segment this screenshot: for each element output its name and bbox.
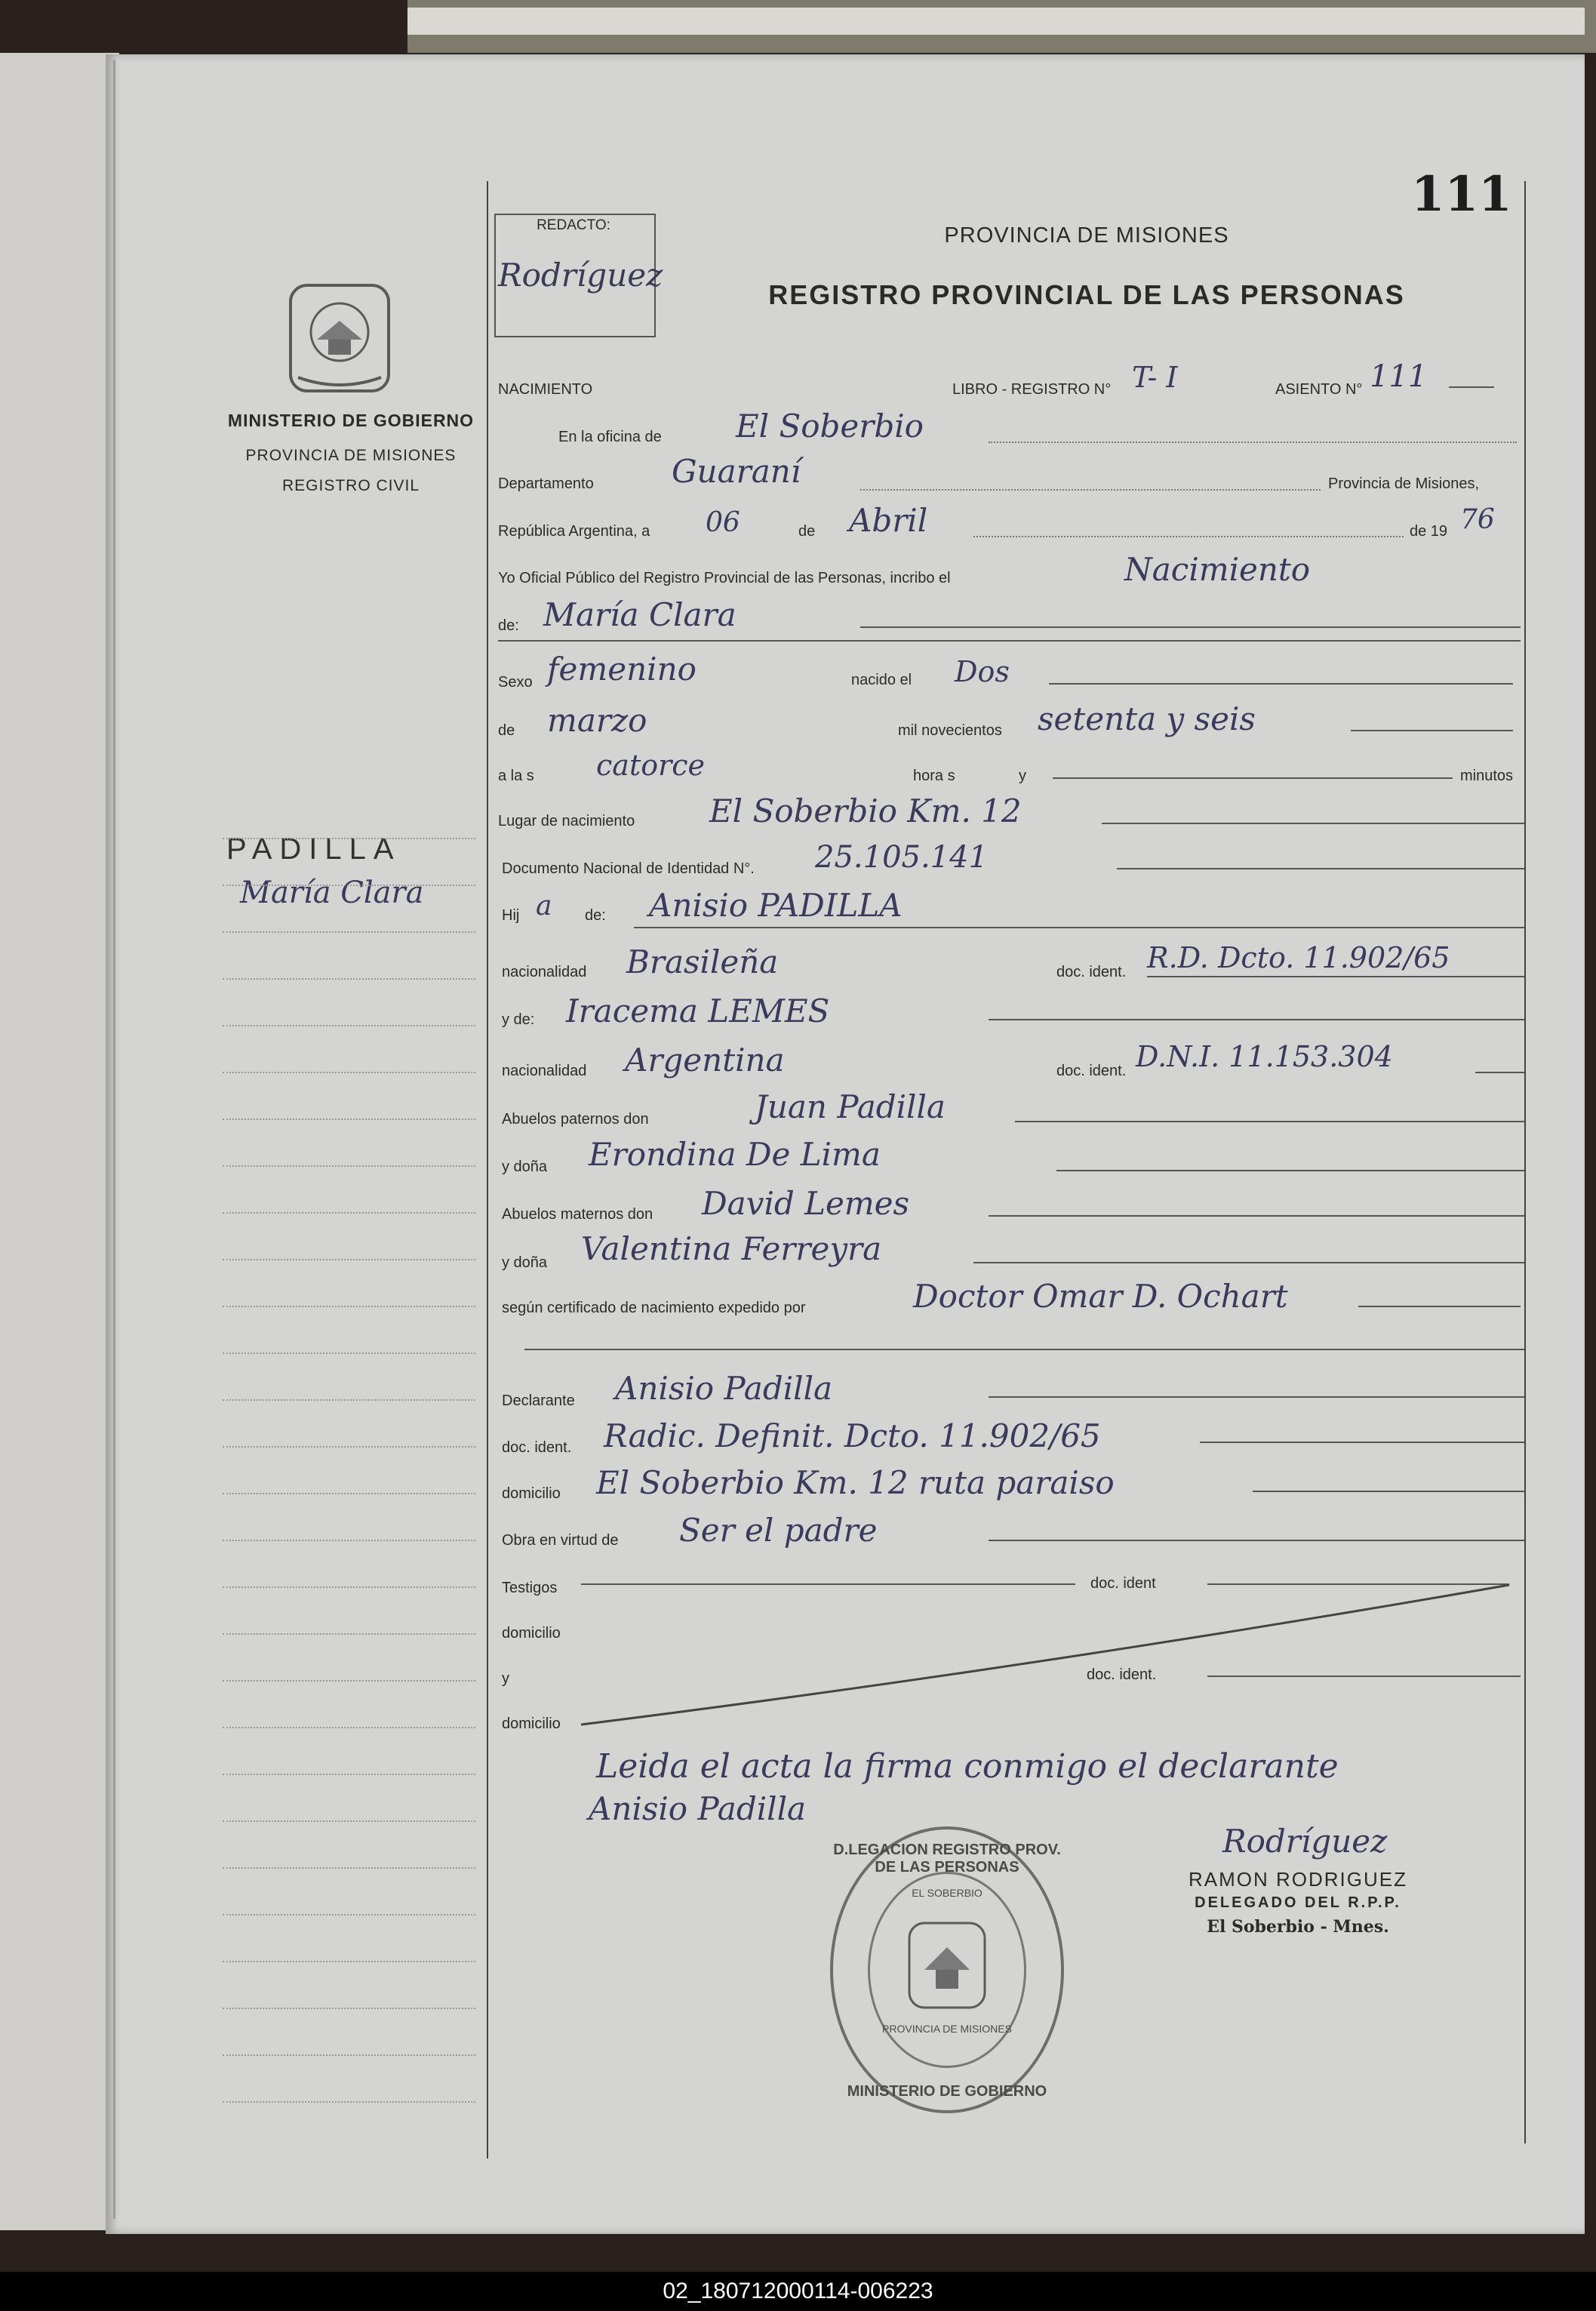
padre-doc-label: doc. ident. — [1056, 964, 1127, 980]
segun-value: Doctor Omar D. Ochart — [913, 1278, 1288, 1315]
abuela-paterna-label: y doña — [502, 1159, 548, 1175]
a-las-label: a la s — [498, 768, 534, 784]
libro-label: LIBRO - REGISTRO N° — [952, 381, 1112, 398]
hora-value: catorce — [596, 749, 706, 782]
departamento-label: Departamento — [498, 475, 594, 492]
margin-ruled-line — [223, 1727, 475, 1728]
obra-rule — [989, 1540, 1524, 1541]
documento-value: 25.105.141 — [815, 840, 989, 875]
margin-surname: PADILLA — [226, 832, 401, 866]
day-value: 06 — [706, 507, 740, 538]
de-label: de — [798, 523, 816, 540]
hij-suffix: a — [536, 891, 552, 922]
departamento-value: Guaraní — [672, 453, 801, 490]
firma-value: Anisio Padilla — [589, 1790, 807, 1827]
ministerio-heading: MINISTERIO DE GOBIERNO — [227, 411, 475, 430]
minutos-label: minutos — [1460, 768, 1514, 784]
margin-ruled-line — [223, 1961, 475, 1962]
obra-value: Ser el padre — [679, 1512, 878, 1549]
libro-value: T- I — [1132, 361, 1178, 394]
margin-ruled-line — [223, 931, 475, 933]
mil-value: setenta y seis — [1038, 700, 1256, 737]
margin-ruled-line — [223, 1119, 475, 1120]
madre-value: Iracema LEMES — [566, 992, 830, 1029]
y-de-label: y de: — [502, 1011, 535, 1028]
abuelo-paterno-value: Juan Padilla — [755, 1088, 946, 1125]
provincia-title: PROVINCIA DE MISIONES — [944, 223, 1229, 248]
cancel-stroke — [581, 1577, 1517, 1728]
name-rule-2 — [498, 640, 1521, 642]
page-binding-line — [113, 60, 115, 2219]
oficina-line — [989, 442, 1517, 443]
madre-nacionalidad-label: nacionalidad — [502, 1063, 587, 1079]
madre-rule — [989, 1019, 1524, 1020]
nacido-value: Dos — [955, 655, 1010, 688]
provincia-label: Provincia de Misiones, — [1328, 475, 1480, 492]
margin-ruled-line — [223, 1680, 475, 1682]
documento-label: Documento Nacional de Identidad N°. — [502, 860, 755, 877]
delegado-signature: Rodríguez — [1222, 1823, 1388, 1860]
asiento-value: 111 — [1370, 359, 1428, 394]
delegado-role: DELEGADO DEL R.P.P. — [1195, 1894, 1401, 1911]
name-value: María Clara — [543, 596, 736, 633]
padre-doc-value: R.D. Dcto. 11.902/65 — [1147, 941, 1450, 974]
nac-month-value: marzo — [547, 702, 647, 739]
madre-doc-rule — [1475, 1072, 1524, 1073]
abuela-paterna-value: Erondina De Lima — [589, 1136, 881, 1173]
yo-oficial-label: Yo Oficial Público del Registro Provincial de las Personas, incribo el — [498, 570, 951, 586]
domicilio-label: domicilio — [502, 1485, 561, 1502]
testigos-doc-label: doc. ident — [1090, 1575, 1156, 1592]
margin-ruled-line — [223, 1352, 475, 1354]
abuela-materna-rule — [973, 1262, 1524, 1263]
abuelo-materno-rule — [989, 1215, 1524, 1217]
sexo-label: Sexo — [498, 674, 533, 691]
testigos-label: Testigos — [502, 1580, 558, 1596]
margin-ruled-line — [223, 1867, 475, 1869]
padre-value: Anisio PADILLA — [649, 887, 903, 924]
republica-label: República Argentina, a — [498, 523, 650, 540]
de-month-label: de — [498, 722, 515, 739]
margin-ruled-line — [223, 2101, 475, 2103]
declarante-label: Declarante — [502, 1392, 575, 1409]
name-rule — [860, 626, 1521, 628]
registro-title: REGISTRO PROVINCIAL DE LAS PERSONAS — [768, 279, 1405, 310]
asiento-label: ASIENTO N° — [1275, 381, 1363, 398]
lugar-label: Lugar de nacimiento — [498, 813, 635, 829]
asiento-rule — [1449, 386, 1494, 388]
margin-ruled-line — [223, 1633, 475, 1635]
seal-emblem-icon — [902, 1917, 992, 2015]
redacto-signature: Rodríguez — [498, 257, 663, 294]
delegado-place: El Soberbio - Mnes. — [1207, 1917, 1389, 1937]
margin-ruled-line — [223, 2054, 475, 2056]
abuelos-paternos-label: Abuelos paternos don — [502, 1111, 649, 1128]
madre-doc-label: doc. ident. — [1056, 1063, 1127, 1079]
domicilio-rule — [1253, 1491, 1524, 1492]
domicilio-value: El Soberbio Km. 12 ruta paraiso — [596, 1464, 1115, 1501]
lugar-value: El Soberbio Km. 12 — [709, 792, 1022, 829]
margin-ruled-line — [223, 978, 475, 980]
margin-ruled-line — [223, 1306, 475, 1307]
de-name-label: de: — [498, 617, 519, 634]
margin-ruled-line — [223, 1446, 475, 1448]
declarante-doc-value: Radic. Definit. Dcto. 11.902/65 — [604, 1417, 1101, 1454]
margin-ruled-line — [223, 1540, 475, 1541]
abuelo-paterno-rule — [1015, 1121, 1524, 1122]
abuela-paterna-rule — [1056, 1170, 1524, 1171]
seal-top-text: D.LEGACION REGISTRO PROV. DE LAS PERSONAS — [833, 1842, 1061, 1876]
abuelos-maternos-label: Abuelos maternos don — [502, 1206, 653, 1223]
margin-ruled-line — [223, 1774, 475, 1775]
margin-ruled-line — [223, 1212, 475, 1214]
oficina-value: El Soberbio — [736, 408, 924, 445]
testigo-domicilio-label: domicilio — [502, 1625, 561, 1642]
margin-ruled-line — [223, 1493, 475, 1494]
margin-ruled-line — [223, 1072, 475, 1073]
margin-ruled-line — [223, 1586, 475, 1588]
seal-province-text: PROVINCIA DE MISIONES — [882, 2023, 1012, 2035]
abuelo-materno-value: David Lemes — [702, 1185, 910, 1222]
madre-doc-value: D.N.I. 11.153.304 — [1136, 1040, 1393, 1073]
y-testigo-label: y — [502, 1670, 509, 1687]
left-page-strip — [0, 53, 119, 2230]
oficina-label: En la oficina de — [558, 429, 662, 445]
mil-novecientos-label: mil novecientos — [898, 722, 1002, 739]
redacto-label: REDACTO: — [537, 217, 610, 233]
documento-rule — [1117, 868, 1524, 869]
book-top-page-edge — [407, 8, 1585, 35]
y-label: y — [1019, 768, 1026, 784]
abuela-materna-label: y doña — [502, 1254, 548, 1271]
registro-civil-heading: REGISTRO CIVIL — [281, 477, 420, 494]
padre-nacionalidad-label: nacionalidad — [502, 964, 587, 980]
left-border-line — [487, 181, 488, 2159]
provincial-emblem-icon — [283, 279, 396, 400]
margin-given-name: María Clara — [240, 875, 424, 910]
margin-ruled-line — [223, 885, 475, 886]
nacido-label: nacido el — [851, 672, 912, 688]
testigo2-doc-label: doc. ident. — [1087, 1666, 1157, 1683]
margin-ruled-line — [223, 1165, 475, 1167]
obra-label: Obra en virtud de — [502, 1532, 619, 1549]
padre-nacionalidad-value: Brasileña — [626, 943, 779, 980]
year-label: de 19 — [1410, 523, 1448, 540]
margin-ruled-line — [223, 838, 475, 839]
seal-town-text: EL SOBERBIO — [912, 1887, 983, 1899]
margin-ruled-line — [223, 1820, 475, 1822]
hora-label: hora s — [913, 768, 955, 784]
year-value: 76 — [1460, 504, 1495, 535]
right-border-line — [1524, 181, 1526, 2143]
lugar-rule — [1102, 823, 1524, 824]
testigo2-domicilio-label: domicilio — [502, 1716, 561, 1732]
hij-label: Hij — [502, 907, 520, 924]
declarante-rule — [989, 1396, 1524, 1398]
nacido-rule — [1049, 683, 1513, 685]
image-id-caption: 02_180712000114-006223 — [663, 2279, 933, 2303]
month-value: Abril — [849, 502, 928, 539]
hij-de-label: de: — [585, 907, 606, 924]
padre-doc-rule — [1147, 976, 1524, 977]
segun-rule-2 — [524, 1349, 1524, 1350]
minutos-rule — [1053, 777, 1453, 779]
declarante-doc-label: doc. ident. — [502, 1439, 572, 1456]
page-number: 111 — [1411, 166, 1512, 223]
margin-ruled-line — [223, 1259, 475, 1260]
nacimiento-label: NACIMIENTO — [498, 381, 593, 398]
segun-label: según certificado de nacimiento expedido por — [502, 1300, 806, 1316]
departamento-line — [860, 489, 1321, 491]
margin-ruled-line — [223, 1025, 475, 1026]
declarante-value: Anisio Padilla — [615, 1370, 833, 1407]
abuela-materna-value: Valentina Ferreyra — [581, 1230, 882, 1267]
margin-ruled-line — [223, 1399, 475, 1401]
madre-nacionalidad-value: Argentina — [625, 1042, 785, 1079]
margin-ruled-line — [223, 2008, 475, 2009]
declarante-doc-rule — [1200, 1442, 1524, 1443]
provincia-heading: PROVINCIA DE MISIONES — [245, 447, 457, 464]
month-line — [973, 536, 1404, 537]
leida-value: Leida el acta la firma conmigo el declarante — [596, 1747, 1339, 1786]
delegado-name: RAMON RODRIGUEZ — [1189, 1868, 1407, 1891]
seal-bottom-text: MINISTERIO DE GOBIERNO — [847, 2083, 1047, 2100]
margin-ruled-line — [223, 1914, 475, 1916]
padre-rule — [634, 927, 1524, 928]
sexo-value: femenino — [547, 651, 697, 688]
mil-rule — [1351, 730, 1513, 731]
segun-rule — [1358, 1306, 1521, 1307]
inscribo-value: Nacimiento — [1124, 551, 1311, 588]
